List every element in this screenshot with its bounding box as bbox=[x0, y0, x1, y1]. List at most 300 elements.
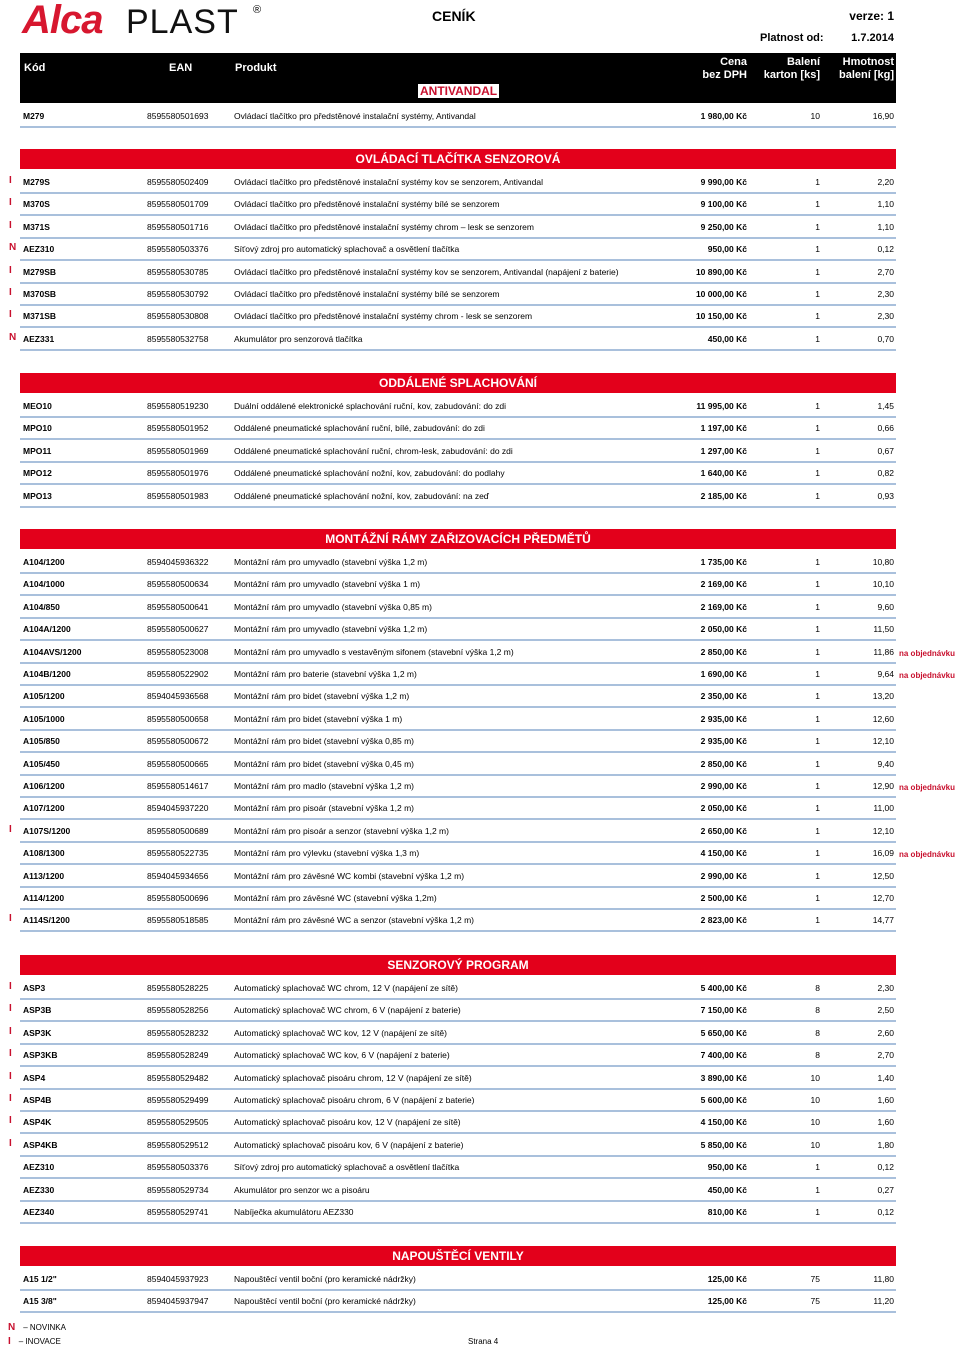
table-row bbox=[20, 774, 896, 798]
product-name: Automatický splachovač WC kov, 6 V (napájení z baterie) bbox=[234, 1050, 450, 1061]
row-mark: I bbox=[9, 287, 12, 298]
table-row bbox=[20, 461, 896, 485]
product-pack: 1 bbox=[815, 1207, 820, 1217]
product-pack: 75 bbox=[810, 1296, 820, 1307]
table-row bbox=[20, 394, 896, 418]
product-weight: 2,60 bbox=[877, 1027, 894, 1038]
product-price: 2 185,00 Kč bbox=[700, 490, 747, 501]
product-code: M370SB bbox=[23, 289, 57, 299]
table-row bbox=[20, 819, 896, 843]
product-weight: 2,30 bbox=[877, 983, 894, 993]
product-price: 125,00 Kč bbox=[707, 1274, 747, 1284]
product-pack: 10 bbox=[810, 1072, 820, 1083]
product-weight: 0,93 bbox=[877, 490, 894, 501]
table-row bbox=[20, 617, 896, 641]
product-name: Ovládací tlačítko pro předstěnové instalační systémy kov se senzorem, Antivandal (napájení z baterie) bbox=[234, 266, 619, 277]
product-code: AEZ310 bbox=[23, 1162, 55, 1173]
product-price: 11 995,00 Kč bbox=[696, 401, 747, 411]
product-price: 7 150,00 Kč bbox=[700, 1005, 747, 1016]
product-ean: 8595580501716 bbox=[147, 221, 209, 232]
product-weight: 0,67 bbox=[877, 445, 894, 456]
product-name: Oddálené pneumatické splachování nožní, kov, zabudování: na zeď bbox=[234, 490, 490, 501]
product-weight: 12,70 bbox=[872, 893, 894, 903]
table-row bbox=[20, 841, 896, 865]
product-ean: 8595580529512 bbox=[147, 1139, 209, 1150]
product-pack: 1 bbox=[815, 601, 820, 612]
product-name: Montážní rám pro závěsné WC a senzor (stavební výška 1,2 m) bbox=[234, 915, 474, 926]
table-row bbox=[20, 908, 896, 932]
product-ean: 8595580502409 bbox=[147, 177, 209, 187]
table-row bbox=[20, 215, 896, 239]
product-ean: 8595580501983 bbox=[147, 490, 209, 501]
product-name: Montážní rám pro umyvadlo (stavební výška 1,2 m) bbox=[234, 624, 428, 635]
product-name: Montážní rám pro bidet (stavební výška 1 m) bbox=[234, 713, 403, 724]
table-row bbox=[20, 1200, 896, 1224]
product-weight: 12,60 bbox=[872, 713, 894, 724]
row-mark: N bbox=[9, 242, 17, 254]
product-price: 1 640,00 Kč bbox=[700, 468, 747, 479]
product-price: 1 197,00 Kč bbox=[700, 423, 747, 434]
product-ean: 8595580500672 bbox=[147, 736, 209, 747]
section-title-antivandal: ANTIVANDAL bbox=[420, 84, 498, 98]
product-price: 9 990,00 Kč bbox=[700, 177, 747, 187]
product-ean: 8595580500665 bbox=[147, 758, 209, 769]
product-code: A105/850 bbox=[23, 736, 60, 747]
product-ean: 8595580501952 bbox=[147, 423, 209, 434]
product-name: Napouštěcí ventil boční (pro keramické nádržky) bbox=[234, 1296, 416, 1307]
product-pack: 1 bbox=[815, 1162, 820, 1173]
table-row bbox=[20, 550, 896, 574]
product-ean: 8595580500641 bbox=[147, 601, 209, 612]
product-code: MPO12 bbox=[23, 468, 52, 479]
product-price: 2 850,00 Kč bbox=[700, 646, 747, 657]
row-mark: I bbox=[9, 309, 12, 321]
legend-text: – NOVINKA bbox=[23, 1323, 66, 1332]
product-name: Ovládací tlačítko pro předstěnové instalační systémy chrom – lesk se senzorem bbox=[234, 221, 534, 232]
product-price: 950,00 Kč bbox=[707, 244, 747, 255]
product-weight: 2,70 bbox=[877, 266, 894, 277]
product-weight: 1,45 bbox=[877, 401, 894, 411]
product-price: 450,00 Kč bbox=[707, 333, 747, 344]
product-name: Automatický splachovač pisoáru kov, 6 V (napájení z baterie) bbox=[234, 1139, 464, 1150]
product-price: 2 823,00 Kč bbox=[700, 915, 747, 926]
section-header: MONTÁŽNÍ RÁMY ZAŘIZOVACÍCH PŘEDMĚTŮ bbox=[20, 529, 896, 549]
product-price: 2 500,00 Kč bbox=[700, 893, 747, 903]
product-weight: 11,86 bbox=[873, 646, 894, 657]
product-price: 1 980,00 Kč bbox=[700, 111, 747, 121]
product-weight: 0,70 bbox=[877, 333, 894, 344]
product-ean: 8595580529499 bbox=[147, 1095, 209, 1105]
product-name: Oddálené pneumatické splachování ruční, bílé, zabudování: do zdi bbox=[234, 423, 485, 434]
product-pack: 8 bbox=[815, 1005, 820, 1016]
product-pack: 1 bbox=[815, 423, 820, 434]
product-code: MPO11 bbox=[23, 445, 52, 456]
product-price: 2 935,00 Kč bbox=[700, 736, 747, 747]
product-pack: 10 bbox=[810, 111, 820, 121]
product-price: 450,00 Kč bbox=[707, 1184, 747, 1195]
product-code: A107/1200 bbox=[23, 803, 65, 814]
product-price: 5 600,00 Kč bbox=[700, 1095, 747, 1105]
product-code: ASP4KB bbox=[23, 1139, 58, 1150]
product-weight: 12,50 bbox=[872, 870, 894, 881]
table-row bbox=[20, 1155, 896, 1179]
table-row bbox=[20, 886, 896, 910]
product-ean: 8595580528249 bbox=[147, 1050, 209, 1061]
product-ean: 8595580503376 bbox=[147, 1162, 209, 1173]
product-ean: 8594045937947 bbox=[147, 1296, 209, 1307]
product-weight: 11,20 bbox=[873, 1296, 894, 1307]
header-price-1: Cena bbox=[720, 56, 747, 68]
header-weight-1: Hmotnost bbox=[842, 56, 894, 68]
product-price: 1 690,00 Kč bbox=[700, 669, 747, 679]
header-price-2: bez DPH bbox=[702, 69, 747, 81]
product-weight: 0,12 bbox=[877, 244, 894, 255]
product-pack: 75 bbox=[810, 1274, 820, 1284]
product-code: A104A/1200 bbox=[23, 624, 71, 635]
product-name: Ovládací tlačítko pro předstěnové instalační systémy, Antivandal bbox=[234, 111, 476, 121]
header-pack-1: Balení bbox=[786, 56, 820, 68]
product-weight: 2,20 bbox=[877, 177, 894, 187]
product-code: AEZ310 bbox=[23, 244, 55, 255]
page-number: Strana 4 bbox=[468, 1337, 499, 1346]
product-ean: 8595580532758 bbox=[147, 333, 209, 344]
product-name: Montážní rám pro pisoár (stavební výška 1,2 m) bbox=[234, 803, 414, 814]
product-name: Oddálené pneumatické splachování ruční, chrom-lesk, zabudování: do zdi bbox=[234, 445, 513, 456]
product-pack: 1 bbox=[815, 646, 820, 657]
product-name: Montážní rám pro baterie (stavební výška 1,2 m) bbox=[234, 669, 417, 679]
product-name: Montážní rám pro umyvadlo s vestavěným sifonem (stavební výška 1,2 m) bbox=[234, 646, 514, 657]
product-code: MPO10 bbox=[23, 423, 52, 434]
product-pack: 1 bbox=[815, 781, 820, 791]
product-price: 5 650,00 Kč bbox=[700, 1027, 747, 1038]
table-row bbox=[20, 640, 896, 664]
product-pack: 1 bbox=[815, 893, 820, 903]
registered-mark: ® bbox=[253, 4, 262, 16]
product-name: Montážní rám pro umyvadlo (stavební výška 1,2 m) bbox=[234, 557, 428, 567]
product-weight: 0,27 bbox=[877, 1184, 894, 1195]
product-pack: 8 bbox=[815, 1050, 820, 1061]
product-price: 10 000,00 Kč bbox=[695, 289, 747, 299]
product-name: Automatický splachovač WC chrom, 6 V (napájení z baterie) bbox=[234, 1005, 461, 1016]
product-price: 2 990,00 Kč bbox=[700, 870, 747, 881]
product-code: M279S bbox=[23, 177, 50, 187]
product-pack: 10 bbox=[810, 1139, 820, 1150]
table-row bbox=[20, 572, 896, 596]
row-mark: I bbox=[9, 1025, 12, 1037]
product-ean: 8595580528256 bbox=[147, 1005, 209, 1016]
product-name: Automatický splachovač WC chrom, 12 V (napájení ze sítě) bbox=[234, 983, 458, 993]
table-row bbox=[20, 104, 896, 128]
product-pack: 1 bbox=[815, 1184, 820, 1195]
product-price: 1 297,00 Kč bbox=[700, 445, 747, 456]
product-weight: 9,40 bbox=[877, 758, 894, 769]
product-ean: 8594045934656 bbox=[147, 870, 209, 881]
legend-new bbox=[8, 1322, 66, 1333]
row-mark: I bbox=[9, 197, 12, 209]
product-weight: 1,80 bbox=[877, 1139, 894, 1150]
product-code: A114S/1200 bbox=[23, 915, 70, 926]
product-ean: 8595580528225 bbox=[147, 983, 209, 993]
product-price: 9 250,00 Kč bbox=[700, 221, 747, 232]
product-weight: 10,10 bbox=[872, 579, 894, 590]
order-note: na objednávku bbox=[899, 850, 956, 860]
product-name: Montážní rám pro bidet (stavební výška 0,85 m) bbox=[234, 736, 414, 747]
product-weight: 0,66 bbox=[877, 423, 894, 434]
product-ean: 8595580523008 bbox=[147, 646, 209, 657]
table-row bbox=[20, 327, 896, 351]
header-code: Kód bbox=[24, 62, 46, 74]
product-name: Montážní rám pro bidet (stavební výška 1,2 m) bbox=[234, 691, 410, 702]
product-price: 7 400,00 Kč bbox=[700, 1050, 747, 1061]
table-row bbox=[20, 1110, 896, 1134]
product-code: ASP3 bbox=[23, 983, 46, 993]
product-pack: 1 bbox=[815, 311, 820, 322]
table-row bbox=[20, 304, 896, 328]
row-mark: I bbox=[9, 981, 12, 992]
product-code: A105/450 bbox=[23, 758, 60, 769]
product-pack: 1 bbox=[815, 266, 820, 277]
row-mark: I bbox=[9, 1115, 12, 1127]
product-ean: 8595580500696 bbox=[147, 893, 209, 903]
legend-mark: I bbox=[8, 1336, 11, 1347]
product-weight: 0,12 bbox=[877, 1162, 894, 1173]
product-weight: 13,20 bbox=[872, 691, 894, 702]
product-ean: 8595580529505 bbox=[147, 1117, 209, 1128]
product-weight: 11,80 bbox=[873, 1274, 894, 1284]
product-weight: 2,50 bbox=[877, 1005, 894, 1016]
logo-plast: PLAST bbox=[126, 3, 239, 41]
product-pack: 8 bbox=[815, 983, 820, 993]
product-name: Síťový zdroj pro automatický splachovač a osvětlení tlačítka bbox=[234, 244, 460, 255]
product-price: 2 650,00 Kč bbox=[700, 825, 747, 836]
table-row bbox=[20, 170, 896, 194]
table-row bbox=[20, 662, 896, 686]
product-weight: 12,10 bbox=[872, 825, 894, 836]
product-ean: 8595580501709 bbox=[147, 199, 209, 210]
row-mark: I bbox=[9, 913, 12, 925]
row-mark: I bbox=[9, 264, 12, 276]
row-mark: I bbox=[9, 1070, 12, 1082]
product-price: 3 890,00 Kč bbox=[700, 1072, 747, 1083]
row-mark: N bbox=[9, 331, 17, 343]
section-header: OVLÁDACÍ TLAČÍTKA SENZOROVÁ bbox=[20, 149, 896, 169]
table-row bbox=[20, 439, 896, 463]
product-price: 2 169,00 Kč bbox=[700, 579, 747, 590]
product-price: 2 850,00 Kč bbox=[700, 758, 747, 769]
product-pack: 1 bbox=[815, 848, 820, 859]
table-row bbox=[20, 707, 896, 731]
row-mark: I bbox=[9, 175, 12, 186]
product-pack: 1 bbox=[815, 870, 820, 881]
product-ean: 8595580501976 bbox=[147, 468, 209, 479]
product-weight: 1,40 bbox=[877, 1072, 894, 1083]
product-pack: 1 bbox=[815, 736, 820, 747]
product-pack: 1 bbox=[815, 244, 820, 255]
product-price: 810,00 Kč bbox=[707, 1207, 747, 1217]
table-row bbox=[20, 684, 896, 708]
product-pack: 1 bbox=[815, 445, 820, 456]
row-mark: I bbox=[9, 219, 12, 231]
product-name: Napouštěcí ventil boční (pro keramické nádržky) bbox=[234, 1274, 416, 1284]
product-ean: 8595580503376 bbox=[147, 244, 209, 255]
alcaplast-logo bbox=[22, 2, 262, 42]
product-code: ASP3KB bbox=[23, 1050, 58, 1061]
header-ean: EAN bbox=[169, 62, 193, 74]
product-name: Montážní rám pro závěsné WC (stavební výška 1,2m) bbox=[234, 893, 437, 903]
product-name: Automatický splachovač pisoáru chrom, 6 V (napájení z baterie) bbox=[234, 1095, 475, 1105]
product-pack: 1 bbox=[815, 221, 820, 232]
product-pack: 1 bbox=[815, 691, 820, 702]
product-price: 9 100,00 Kč bbox=[700, 199, 747, 210]
product-name: Nabíječka akumulátoru AEZ330 bbox=[234, 1207, 354, 1217]
product-pack: 1 bbox=[815, 803, 820, 814]
table-row bbox=[20, 484, 896, 508]
product-name: Ovládací tlačítko pro předstěnové instalační systémy bílé se senzorem bbox=[234, 289, 500, 299]
table-row bbox=[20, 1267, 896, 1291]
product-name: Montážní rám pro umyvadlo (stavební výška 1 m) bbox=[234, 579, 421, 590]
product-code: A105/1000 bbox=[23, 713, 65, 724]
product-weight: 1,10 bbox=[877, 199, 894, 210]
product-name: Akumulátor pro senzorová tlačítka bbox=[234, 333, 363, 344]
product-pack: 1 bbox=[815, 825, 820, 836]
product-weight: 11,50 bbox=[873, 624, 894, 635]
product-code: AEZ331 bbox=[23, 333, 55, 344]
product-ean: 8595580522735 bbox=[147, 848, 209, 859]
product-weight: 11,00 bbox=[873, 803, 894, 814]
product-code: MPO13 bbox=[23, 490, 52, 501]
product-ean: 8595580500658 bbox=[147, 713, 209, 724]
table-row bbox=[20, 1178, 896, 1202]
product-price: 2 169,00 Kč bbox=[700, 601, 747, 612]
row-mark: I bbox=[9, 1048, 12, 1060]
product-code: M371S bbox=[23, 221, 50, 232]
legend-mark: N bbox=[8, 1322, 16, 1333]
order-note: na objednávku bbox=[899, 648, 956, 658]
product-ean: 8595580500634 bbox=[147, 579, 209, 590]
product-price: 10 150,00 Kč bbox=[695, 311, 747, 322]
row-mark: I bbox=[9, 1093, 12, 1104]
product-ean: 8595580530808 bbox=[147, 311, 209, 322]
product-name: Akumulátor pro senzor wc a pisoáru bbox=[234, 1184, 370, 1195]
product-weight: 1,10 bbox=[877, 221, 894, 232]
product-pack: 1 bbox=[815, 199, 820, 210]
product-ean: 8595580528232 bbox=[147, 1027, 209, 1038]
product-name: Automatický splachovač WC kov, 12 V (napájení ze sítě) bbox=[234, 1027, 447, 1038]
product-ean: 8595580530792 bbox=[147, 289, 209, 299]
table-row bbox=[20, 260, 896, 284]
product-code: M279SB bbox=[23, 266, 57, 277]
product-ean: 8595580522902 bbox=[147, 669, 209, 679]
table-row bbox=[20, 416, 896, 440]
product-name: Montážní rám pro výlevku (stavební výška 1,3 m) bbox=[234, 848, 420, 859]
product-ean: 8594045937220 bbox=[147, 803, 209, 814]
table-row bbox=[20, 1043, 896, 1067]
table-row bbox=[20, 237, 896, 261]
table-row bbox=[20, 1066, 896, 1090]
product-pack: 1 bbox=[815, 915, 820, 926]
product-weight: 2,70 bbox=[877, 1050, 894, 1061]
table-row bbox=[20, 1289, 896, 1313]
product-ean: 8595580500689 bbox=[147, 825, 209, 836]
product-code: A104/1000 bbox=[23, 579, 65, 590]
product-pack: 1 bbox=[815, 468, 820, 479]
product-ean: 8595580529734 bbox=[147, 1184, 209, 1195]
product-price: 2 990,00 Kč bbox=[700, 781, 747, 791]
product-pack: 10 bbox=[810, 1117, 820, 1128]
product-code: A15 3/8" bbox=[23, 1296, 57, 1307]
section-header: NAPOUŠTĚCÍ VENTILY bbox=[20, 1246, 896, 1266]
product-code: A104/1200 bbox=[23, 557, 65, 567]
product-code: ASP4 bbox=[23, 1072, 46, 1083]
product-ean: 8594045937923 bbox=[147, 1274, 209, 1284]
product-weight: 2,30 bbox=[877, 289, 894, 299]
product-weight: 9,60 bbox=[877, 601, 894, 612]
product-name: Montážní rám pro bidet (stavební výška 0,45 m) bbox=[234, 758, 414, 769]
product-code: AEZ340 bbox=[23, 1207, 55, 1217]
document-title: CENÍK bbox=[432, 8, 476, 24]
table-row bbox=[20, 282, 896, 306]
version-label: verze: 1 bbox=[849, 9, 894, 23]
product-ean: 8595580529482 bbox=[147, 1072, 209, 1083]
product-price: 1 735,00 Kč bbox=[700, 557, 747, 567]
product-price: 5 850,00 Kč bbox=[700, 1139, 747, 1150]
product-code: M370S bbox=[23, 199, 50, 210]
product-price: 2 350,00 Kč bbox=[700, 691, 747, 702]
product-weight: 12,90 bbox=[872, 781, 894, 791]
product-ean: 8594045936322 bbox=[147, 557, 209, 567]
product-name: Ovládací tlačítko pro předstěnové instalační systémy kov se senzorem, Antivandal bbox=[234, 177, 543, 187]
product-weight: 16,90 bbox=[872, 111, 894, 121]
product-ean: 8595580501969 bbox=[147, 445, 209, 456]
product-price: 4 150,00 Kč bbox=[700, 1117, 747, 1128]
product-name: Montážní rám pro umyvadlo (stavební výška 0,85 m) bbox=[234, 601, 432, 612]
product-code: A114/1200 bbox=[23, 893, 65, 903]
product-code: A15 1/2" bbox=[23, 1274, 57, 1284]
product-code: MEO10 bbox=[23, 401, 52, 411]
product-code: M371SB bbox=[23, 311, 57, 322]
table-row bbox=[20, 1088, 896, 1112]
product-price: 950,00 Kč bbox=[707, 1162, 747, 1173]
product-code: A105/1200 bbox=[23, 691, 65, 702]
product-pack: 1 bbox=[815, 624, 820, 635]
table-row bbox=[20, 729, 896, 753]
section-header: ODDÁLENÉ SPLACHOVÁNÍ bbox=[20, 373, 896, 393]
table-row bbox=[20, 595, 896, 619]
row-mark: I bbox=[9, 1003, 12, 1015]
product-price: 5 400,00 Kč bbox=[700, 983, 747, 993]
product-code: ASP3K bbox=[23, 1027, 52, 1038]
product-code: A113/1200 bbox=[23, 870, 65, 881]
product-name: Montážní rám pro pisoár a senzor (stavební výška 1,2 m) bbox=[234, 825, 449, 836]
product-code: ASP4B bbox=[23, 1095, 52, 1105]
product-price: 2 935,00 Kč bbox=[700, 713, 747, 724]
product-price: 2 050,00 Kč bbox=[700, 803, 747, 814]
table-row bbox=[20, 752, 896, 776]
product-weight: 0,82 bbox=[877, 468, 894, 479]
product-weight: 16,09 bbox=[872, 848, 894, 859]
product-pack: 8 bbox=[815, 1027, 820, 1038]
product-code: M279 bbox=[23, 111, 45, 121]
product-ean: 8595580514617 bbox=[147, 781, 209, 791]
table-row bbox=[20, 864, 896, 888]
product-name: Montážní rám pro madlo (stavební výška 1,2 m) bbox=[234, 781, 414, 791]
product-name: Automatický splachovač pisoáru chrom, 12 V (napájení ze sítě) bbox=[234, 1072, 472, 1083]
table-row bbox=[20, 998, 896, 1022]
header-weight-2: balení [kg] bbox=[838, 69, 894, 81]
product-name: Síťový zdroj pro automatický splachovač a osvětlení tlačítka bbox=[234, 1162, 460, 1173]
section-header: SENZOROVÝ PROGRAM bbox=[20, 955, 896, 975]
product-weight: 2,30 bbox=[877, 311, 894, 322]
